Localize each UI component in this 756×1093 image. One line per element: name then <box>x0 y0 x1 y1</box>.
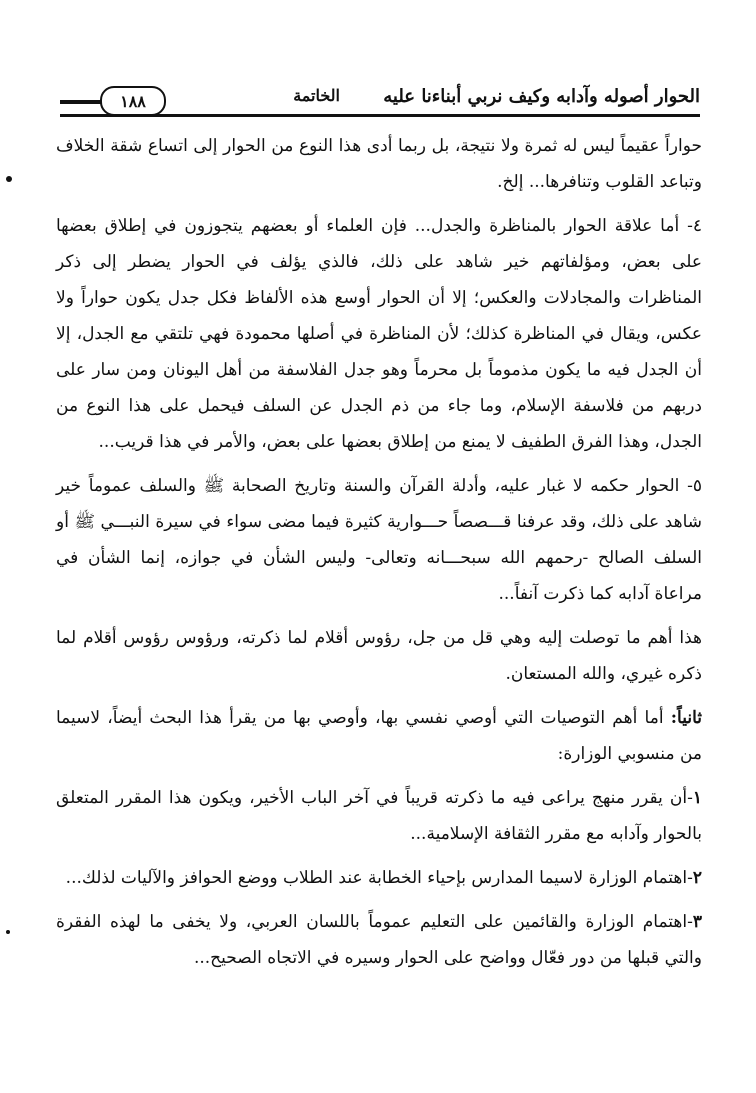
paragraph-continuation <box>56 128 702 200</box>
recommendation-text: -اهتمام الوزارة والقائمين على التعليم عموماً باللسان العربي، ولا يخفى ما لهذه الفقرة والتي قبلها من دور فعّال وواضح على الحوار وسيره في الاتجاه الصحيح... <box>56 912 702 968</box>
recommendation-1 <box>56 780 702 852</box>
margin-dot <box>6 930 10 934</box>
paragraph-summary <box>56 620 702 692</box>
paragraph-text: أما أهم التوصيات التي أوصي نفسي بها، وأوصي بها من يقرأ هذا البحث أيضاً، لاسيما من منسوبي الوزارة: <box>56 708 702 764</box>
recommendation-number: ٣ <box>692 912 702 932</box>
paragraph-text: ٥- الحوار حكمه لا غبار عليه، وأدلة القرآن والسنة وتاريخ الصحابة ﷺ والسلف عموماً خير شاهد على ذلك، وقد عرفنا قـــصصاً حـــوارية كثيرة فيما مضى سواء في سيرة النبـــي ﷺ أو السلف الصالح -رحمهم الله سبحـــانه وتعالى- وليس الشأن في جوازه، إنما الشأن في مراعاة آدابه كما ذكرت آنفاً... <box>56 476 702 604</box>
paragraph-point-5 <box>56 468 702 612</box>
page-number-text: ١٨٨ <box>120 91 146 111</box>
paragraph-point-4 <box>56 208 702 460</box>
page-number <box>100 86 166 116</box>
recommendation-number: ٢ <box>692 868 702 888</box>
paragraph-text: حواراً عقيماً ليس له ثمرة ولا نتيجة، بل ربما أدى هذا النوع من الحوار إلى اتساع شقة الخلاف وتباعد القلوب وتنافرها... إلخ. <box>56 136 702 192</box>
paragraph-lead: ثانياً: <box>670 708 702 728</box>
paragraph-text: هذا أهم ما توصلت إليه وهي قل من جل، رؤوس أقلام لما ذكرته، ورؤوس رؤوس أقلام لما ذكره غيري، والله المستعان. <box>56 628 702 684</box>
running-title: الحوار أصوله وآدابه وكيف نربي أبناءنا عليه <box>383 86 700 107</box>
header-rule <box>60 114 700 117</box>
page-header <box>60 84 700 118</box>
paragraph-text: ٤- أما علاقة الحوار بالمناظرة والجدل... فإن العلماء أو بعضهم يتجوزون في إطلاق بعضها على بعض، ومؤلفاتهم خير شاهد على ذلك، فالذي يؤلف في الحوار يضطر إلى ذكر المناظرات والمجادلات والعكس؛ إلا أن الحوار أوسع هذه الألفاظ فكل جدل يكون حواراً ولا عكس، ويقال في المناظرة كذلك؛ لأن المناظرة في أصلها محمودة فهي تلتقي مع الجدل، إلا أن الجدل فيه ما يكون مذموماً بل محرماً وهو جدل الفلاسفة من أهل اليونان ومن سار على دربهم من فلاسفة الإسلام، وما جاء من ذم الجدل عن السلف فيحمل على هذا النوع من الجدل، وهذا الفرق الطفيف لا يمنع من إطلاق بعضها على بعض، والأمر في هذا قريب... <box>56 216 702 452</box>
paragraph-recommendations <box>56 700 702 772</box>
recommendation-2 <box>56 860 702 896</box>
chapter-title: الخاتمة <box>293 86 340 105</box>
body-text <box>56 128 702 976</box>
recommendation-number: ١ <box>692 788 702 808</box>
header-rule-left <box>60 100 104 104</box>
recommendation-3 <box>56 904 702 976</box>
recommendation-text: -أن يقرر منهج يراعى فيه ما ذكرته قريباً في آخر الباب الأخير، ويكون هذا المقرر المتعلق بالحوار وآدابه مع مقرر الثقافة الإسلامية... <box>56 788 702 844</box>
margin-dot <box>6 176 12 182</box>
recommendation-text: -اهتمام الوزارة لاسيما المدارس بإحياء الخطابة عند الطلاب ووضع الحوافز والآليات لذلك... <box>65 868 693 888</box>
